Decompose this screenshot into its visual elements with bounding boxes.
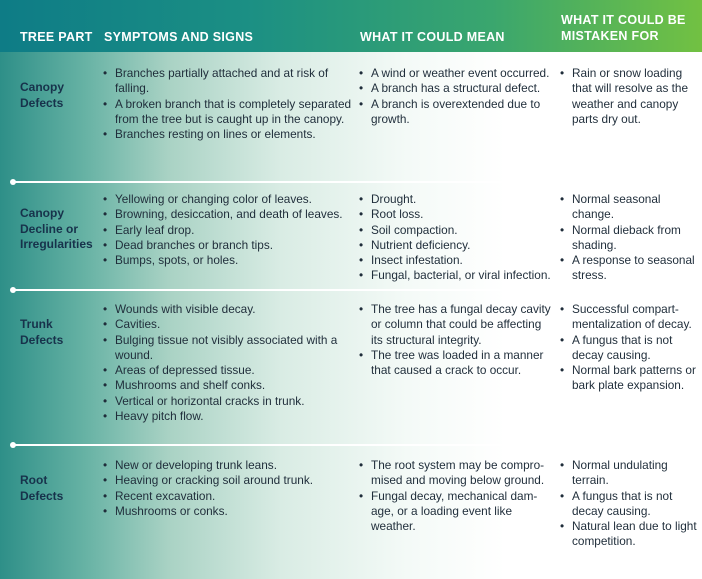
tree-part-label [20,473,63,504]
header-mistaken-line1: WHAT IT COULD BE [561,13,686,27]
tree-part-line: Irregularities [20,237,93,251]
list-item: • Browning, desiccation, and death of leaves. [103,207,353,222]
tree-part-line: Defects [20,488,64,503]
symptoms-list [103,192,353,268]
symptoms-list [103,458,353,519]
tree-part-label [20,317,63,348]
list-item: • A branch is overextended due to growth. [359,97,554,128]
list-item: • Normal bark patterns or bark plate expansion. [560,363,698,394]
list-item: • The tree has a fungal decay cavity or column that could be affecting its structural integrity. [359,302,554,348]
list-item: • Drought. [359,192,554,207]
tree-part-line: Defects [20,332,64,347]
list-item: • Soil compaction. [359,223,554,238]
tree-part-line: Trunk [20,317,53,331]
tree-part-label [20,206,93,253]
list-item: • Nutrient deficiency. [359,238,554,253]
header-symptoms: SYMPTOMS AND SIGNS [104,30,254,44]
list-item: • Mushrooms or conks. [103,504,353,519]
list-item: • Rain or snow loading that will resolve as the weather and canopy parts dry out. [560,66,698,127]
list-item: • Fungal, bacterial, or viral infection. [359,268,554,283]
list-item: • The root system may be compro-mised and moving below ground. [359,458,554,489]
row-divider [14,181,696,183]
list-item: • New or developing trunk leans. [103,458,353,473]
tree-part-line: Defects [20,95,64,110]
list-item: • Vertical or horizontal cracks in trunk. [103,394,353,409]
list-item: • Heaving or cracking soil around trunk. [103,473,353,488]
list-item: • Normal seasonal change. [560,192,698,223]
list-item: • A fungus that is not decay causing. [560,489,698,520]
row-divider [14,289,696,291]
list-item: • Normal dieback from shading. [560,223,698,254]
list-item: • The tree was loaded in a manner that caused a crack to occur. [359,348,554,379]
list-item: • A response to seasonal stress. [560,253,698,284]
list-item: • Cavities. [103,317,353,332]
row-divider [14,444,696,446]
list-item: • Root loss. [359,207,554,222]
meaning-list [359,458,554,534]
list-item: • A branch has a structural defect. [359,81,554,96]
mistaken-list [560,458,698,550]
tree-part-line: Canopy [20,80,65,94]
table-header [0,0,702,52]
list-item: • A fungus that is not decay causing. [560,333,698,364]
list-item: • Fungal decay, mechanical dam-age, or a loading event like weather. [359,489,554,535]
mistaken-list [560,66,698,127]
meaning-list [359,66,554,127]
list-item: • Yellowing or changing color of leaves. [103,192,353,207]
mistaken-list [560,302,698,394]
list-item: • A broken branch that is completely separated from the tree but is caught up in the canopy. [103,97,353,128]
meaning-list [359,302,554,378]
tree-part-line: Decline or [20,221,79,236]
list-item: • Areas of depressed tissue. [103,363,353,378]
tree-part-line: Root [20,473,48,487]
list-item: • Bulging tissue not visibly associated with a wound. [103,333,353,364]
tree-part-label [20,80,64,111]
list-item: • Early leaf drop. [103,223,353,238]
mistaken-list [560,192,698,284]
tree-part-line: Canopy [20,206,65,220]
list-item: • Successful compart-mentalization of decay. [560,302,698,333]
header-tree-part: TREE PART [20,30,93,44]
list-item: • Normal undulating terrain. [560,458,698,489]
list-item: • Dead branches or branch tips. [103,238,353,253]
list-item: • Branches resting on lines or elements. [103,127,353,142]
header-mistaken-line2: MISTAKEN FOR [561,29,659,43]
symptoms-list [103,66,353,142]
header-meaning: WHAT IT COULD MEAN [360,30,505,44]
list-item: • Natural lean due to light competition. [560,519,698,550]
list-item: • Branches partially attached and at risk of falling. [103,66,353,97]
list-item: • Wounds with visible decay. [103,302,353,317]
list-item: • Recent excavation. [103,489,353,504]
header-mistaken [561,12,696,44]
list-item: • A wind or weather event occurred. [359,66,554,81]
list-item: • Insect infestation. [359,253,554,268]
list-item: • Mushrooms and shelf conks. [103,378,353,393]
list-item: • Bumps, spots, or holes. [103,253,353,268]
list-item: • Heavy pitch flow. [103,409,353,424]
meaning-list [359,192,554,284]
symptoms-list [103,302,353,424]
